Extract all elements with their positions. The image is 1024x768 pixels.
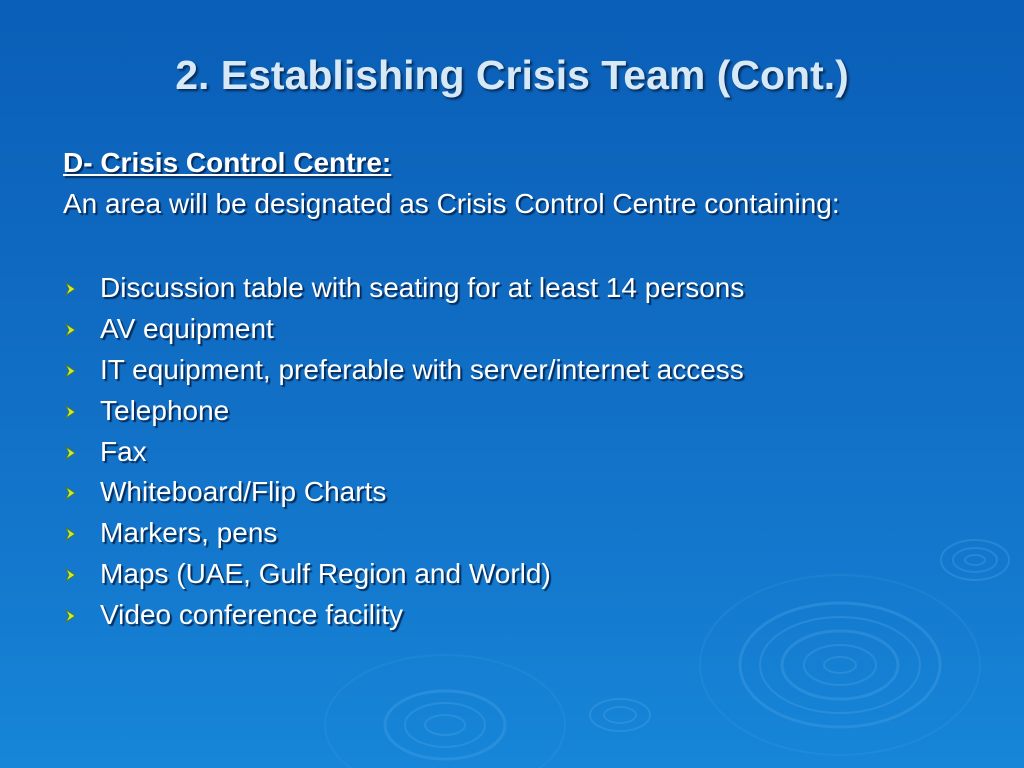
list-item: [63, 350, 744, 391]
chevron-arrow-icon: [63, 320, 100, 338]
list-item: [63, 594, 744, 635]
list-item: [63, 472, 744, 513]
list-item-text: Fax: [100, 435, 147, 467]
chevron-arrow-icon: [63, 361, 100, 379]
chevron-arrow-icon: [63, 443, 100, 461]
list-item-text: Markers, pens: [100, 517, 278, 549]
section-heading: D- Crisis Control Centre:: [63, 147, 392, 178]
slide-title: 2. Establishing Crisis Team (Cont.): [175, 52, 849, 98]
chevron-arrow-icon: [63, 565, 100, 583]
list-item: [63, 309, 744, 350]
list-item: [63, 554, 744, 595]
list-item-text: Video conference facility: [100, 598, 403, 630]
chevron-arrow-icon: [63, 402, 100, 420]
chevron-arrow-icon: [63, 606, 100, 624]
chevron-arrow-icon: [63, 483, 100, 501]
intro-text: An area will be designated as Crisis Control Centre containing:: [63, 188, 840, 219]
list-item: [63, 431, 744, 472]
chevron-arrow-icon: [63, 279, 100, 297]
chevron-arrow-icon: [63, 524, 100, 542]
list-item-text: Telephone: [100, 394, 230, 426]
list-item-text: Whiteboard/Flip Charts: [100, 476, 387, 508]
bullet-list: [63, 268, 744, 635]
list-item: [63, 390, 744, 431]
list-item: [63, 268, 744, 309]
list-item-text: IT equipment, preferable with server/internet access: [100, 353, 744, 385]
list-item-text: AV equipment: [100, 313, 274, 345]
list-item-text: Maps (UAE, Gulf Region and World): [100, 557, 551, 589]
list-item-text: Discussion table with seating for at least 14 persons: [100, 272, 745, 304]
list-item: [63, 513, 744, 554]
